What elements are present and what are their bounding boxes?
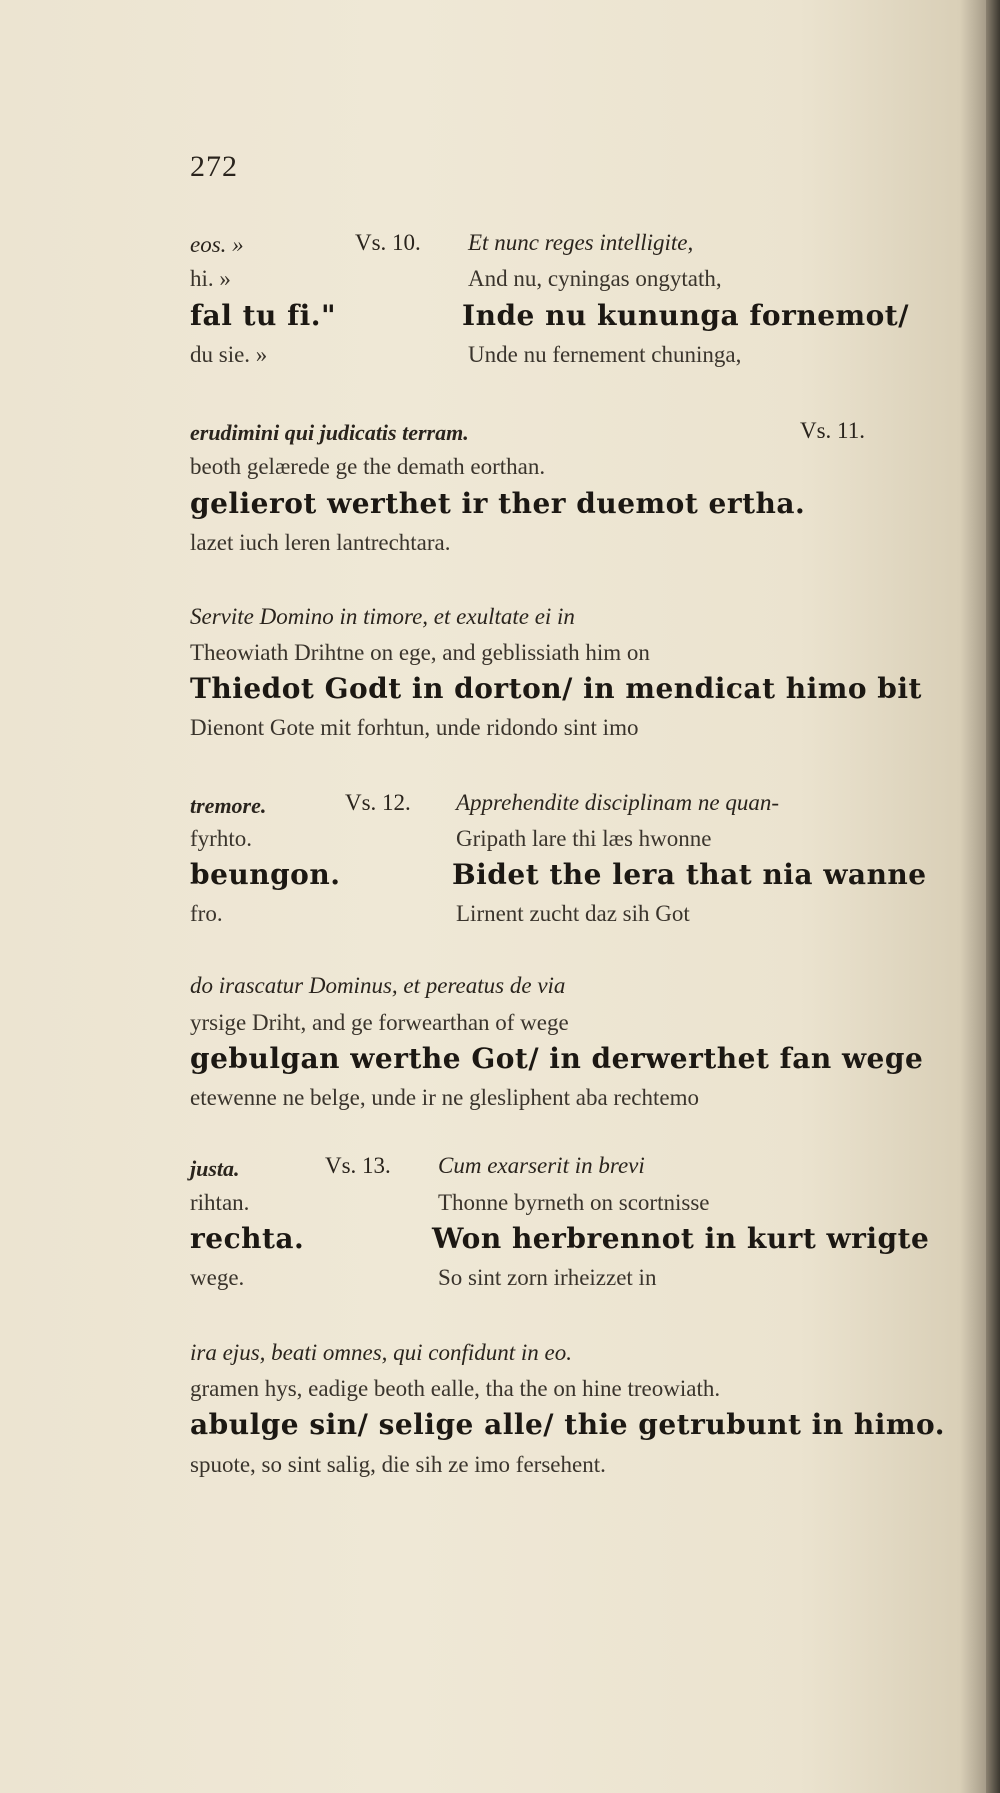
oldhighgerman-line: Lirnent zucht daz sih Got [456, 901, 690, 926]
lowgerman-line: gebulgan werthe Got/ in derwerthet fan wege [190, 1042, 924, 1075]
margin-line: beungon. [190, 858, 341, 891]
margin-line: du sie. » [190, 342, 268, 367]
margin-line: wege. [190, 1265, 245, 1290]
lowgerman-line: Thiedot Godt in dorton/ in mendicat himo bit [190, 672, 922, 705]
latin-line: Et nunc reges intelligite, [468, 230, 694, 255]
oldhighgerman-line: lazet iuch leren lantrechtara. [190, 530, 451, 555]
lowgerman-line: gelierot werthet ir ther duemot ertha. [190, 487, 806, 520]
latin-line: erudimini qui judicatis terram. [190, 420, 469, 445]
margin-line: fyrhto. [190, 826, 252, 851]
verse-number: Vs. 10. [355, 230, 421, 255]
oldhighgerman-line: Dienont Gote mit forhtun, unde ridondo sint imo [190, 715, 639, 740]
lowgerman-line: Bidet the lera that nia wanne [452, 858, 927, 891]
page-edge [986, 0, 1000, 1793]
lowgerman-line: Won herbrennot in kurt wrigte [432, 1222, 930, 1255]
lowgerman-line: Inde nu kununga fornemot/ [462, 299, 909, 332]
oldhighgerman-line: etewenne ne belge, unde ir ne glesliphent aba rechtemo [190, 1085, 699, 1110]
oldhighgerman-line: So sint zorn irheizzet in [438, 1265, 657, 1290]
oldhighgerman-line: spuote, so sint salig, die sih ze imo fersehent. [190, 1452, 606, 1477]
margin-line: rihtan. [190, 1190, 250, 1215]
margin-line: tremore. [190, 793, 267, 818]
latin-line: do irascatur Dominus, et pereatus de via [190, 973, 566, 998]
latin-line: Servite Domino in timore, et exultate ei in [190, 604, 575, 629]
verse-number: Vs. 12. [345, 790, 411, 815]
anglosaxon-line: And nu, cyningas ongytath, [468, 266, 722, 291]
margin-line: eos. » [190, 232, 244, 257]
anglosaxon-line: yrsige Driht, and ge forwearthan of wege [190, 1010, 569, 1035]
anglosaxon-line: Gripath lare thi læs hwonne [456, 826, 712, 851]
margin-line: fro. [190, 901, 223, 926]
verse-number: Vs. 13. [325, 1153, 391, 1178]
page-number: 272 [190, 150, 238, 183]
latin-line: Apprehendite disciplinam ne quan- [456, 790, 779, 815]
latin-line: ira ejus, beati omnes, qui confidunt in eo. [190, 1340, 573, 1365]
lowgerman-line: abulge sin/ selige alle/ thie getrubunt in himo. [190, 1408, 945, 1441]
margin-line: justa. [190, 1156, 240, 1181]
margin-line: rechta. [190, 1222, 305, 1255]
latin-line: Cum exarserit in brevi [438, 1153, 645, 1178]
verse-number: Vs. 11. [800, 418, 865, 443]
margin-line: fal tu fi." [190, 299, 337, 332]
anglosaxon-line: beoth gelærede ge the demath eorthan. [190, 454, 546, 479]
oldhighgerman-line: Unde nu fernement chuninga, [468, 342, 742, 367]
anglosaxon-line: Thonne byrneth on scortnisse [438, 1190, 710, 1215]
margin-line: hi. » [190, 266, 231, 291]
anglosaxon-line: gramen hys, eadige beoth ealle, tha the on hine treowiath. [190, 1376, 721, 1401]
anglosaxon-line: Theowiath Drihtne on ege, and geblissiath him on [190, 640, 650, 665]
